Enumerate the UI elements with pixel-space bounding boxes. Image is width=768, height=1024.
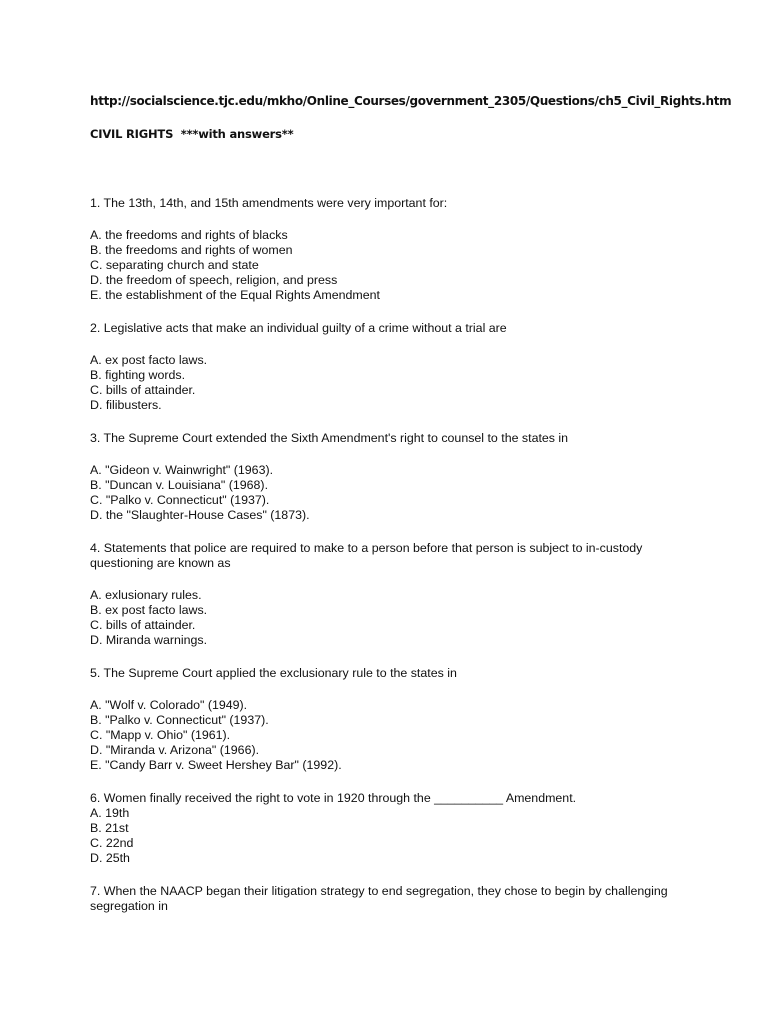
answer-option: C. bills of attainder. — [90, 383, 196, 397]
answer-option: C. 22nd — [90, 836, 134, 850]
answer-option: D. Miranda warnings. — [90, 633, 208, 647]
question-6 — [90, 791, 710, 866]
answer-option: C. "Palko v. Connecticut" (1937). — [90, 493, 270, 507]
answer-option: A. "Wolf v. Colorado" (1949). — [90, 698, 248, 712]
answer-option: A. 19th — [90, 806, 130, 820]
question-stem: 5. The Supreme Court applied the exclusionary rule to the states in — [90, 666, 457, 680]
answer-options — [90, 463, 710, 523]
answer-option: B. "Duncan v. Louisiana" (1968). — [90, 478, 269, 492]
document-title: CIVIL RIGHTS ***with answers** — [90, 127, 294, 141]
question-stem-line: 4. Statements that police are required to make to a person before that person is subject to in-custody — [90, 541, 643, 555]
question-2 — [90, 321, 710, 413]
question-1 — [90, 196, 710, 303]
answer-option: D. the "Slaughter-House Cases" (1873). — [90, 508, 310, 522]
question-stem — [90, 884, 710, 914]
source-url: http://socialscience.tjc.edu/mkho/Online_Courses/government_2305/Questions/ch5_Civil_Rights.htm — [90, 94, 732, 108]
answer-option: A. "Gideon v. Wainwright" (1963). — [90, 463, 274, 477]
answer-option: A. exlusionary rules. — [90, 588, 202, 602]
answer-option: B. fighting words. — [90, 368, 186, 382]
question-stem: 1. The 13th, 14th, and 15th amendments were very important for: — [90, 196, 448, 210]
question-3 — [90, 431, 710, 523]
answer-option: D. the freedom of speech, religion, and press — [90, 273, 338, 287]
answer-option: B. 21st — [90, 821, 129, 835]
answer-option: E. "Candy Barr v. Sweet Hershey Bar" (1992). — [90, 758, 342, 772]
answer-option: E. the establishment of the Equal Rights Amendment — [90, 288, 380, 302]
answer-option: D. "Miranda v. Arizona" (1966). — [90, 743, 260, 757]
answer-option: D. 25th — [90, 851, 130, 865]
answer-option: A. the freedoms and rights of blacks — [90, 228, 288, 242]
answer-option: B. the freedoms and rights of women — [90, 243, 293, 257]
answer-option: B. "Palko v. Connecticut" (1937). — [90, 713, 269, 727]
answer-options — [90, 698, 710, 773]
question-stem: 2. Legislative acts that make an individual guilty of a crime without a trial are — [90, 321, 507, 335]
question-stem: 3. The Supreme Court extended the Sixth Amendment's right to counsel to the states in — [90, 431, 569, 445]
question-stem-line: questioning are known as — [90, 556, 231, 570]
question-stem — [90, 541, 710, 571]
answer-options — [90, 588, 710, 648]
question-list — [90, 196, 710, 914]
question-5 — [90, 666, 710, 773]
answer-option: C. "Mapp v. Ohio" (1961). — [90, 728, 231, 742]
question-stem: 6. Women finally received the right to vote in 1920 through the __________ Amendment. — [90, 791, 577, 805]
answer-option: B. ex post facto laws. — [90, 603, 208, 617]
answer-options — [90, 228, 710, 303]
answer-option: A. ex post facto laws. — [90, 353, 208, 367]
answer-options — [90, 353, 710, 413]
question-4 — [90, 541, 710, 648]
answer-option: C. separating church and state — [90, 258, 259, 272]
answer-option: C. bills of attainder. — [90, 618, 196, 632]
question-7 — [90, 884, 710, 914]
question-stem-line: 7. When the NAACP began their litigation strategy to end segregation, they chose to begin by challenging — [90, 884, 668, 898]
question-stem-line: segregation in — [90, 899, 168, 913]
answer-option: D. filibusters. — [90, 398, 162, 412]
answer-options — [90, 806, 710, 866]
